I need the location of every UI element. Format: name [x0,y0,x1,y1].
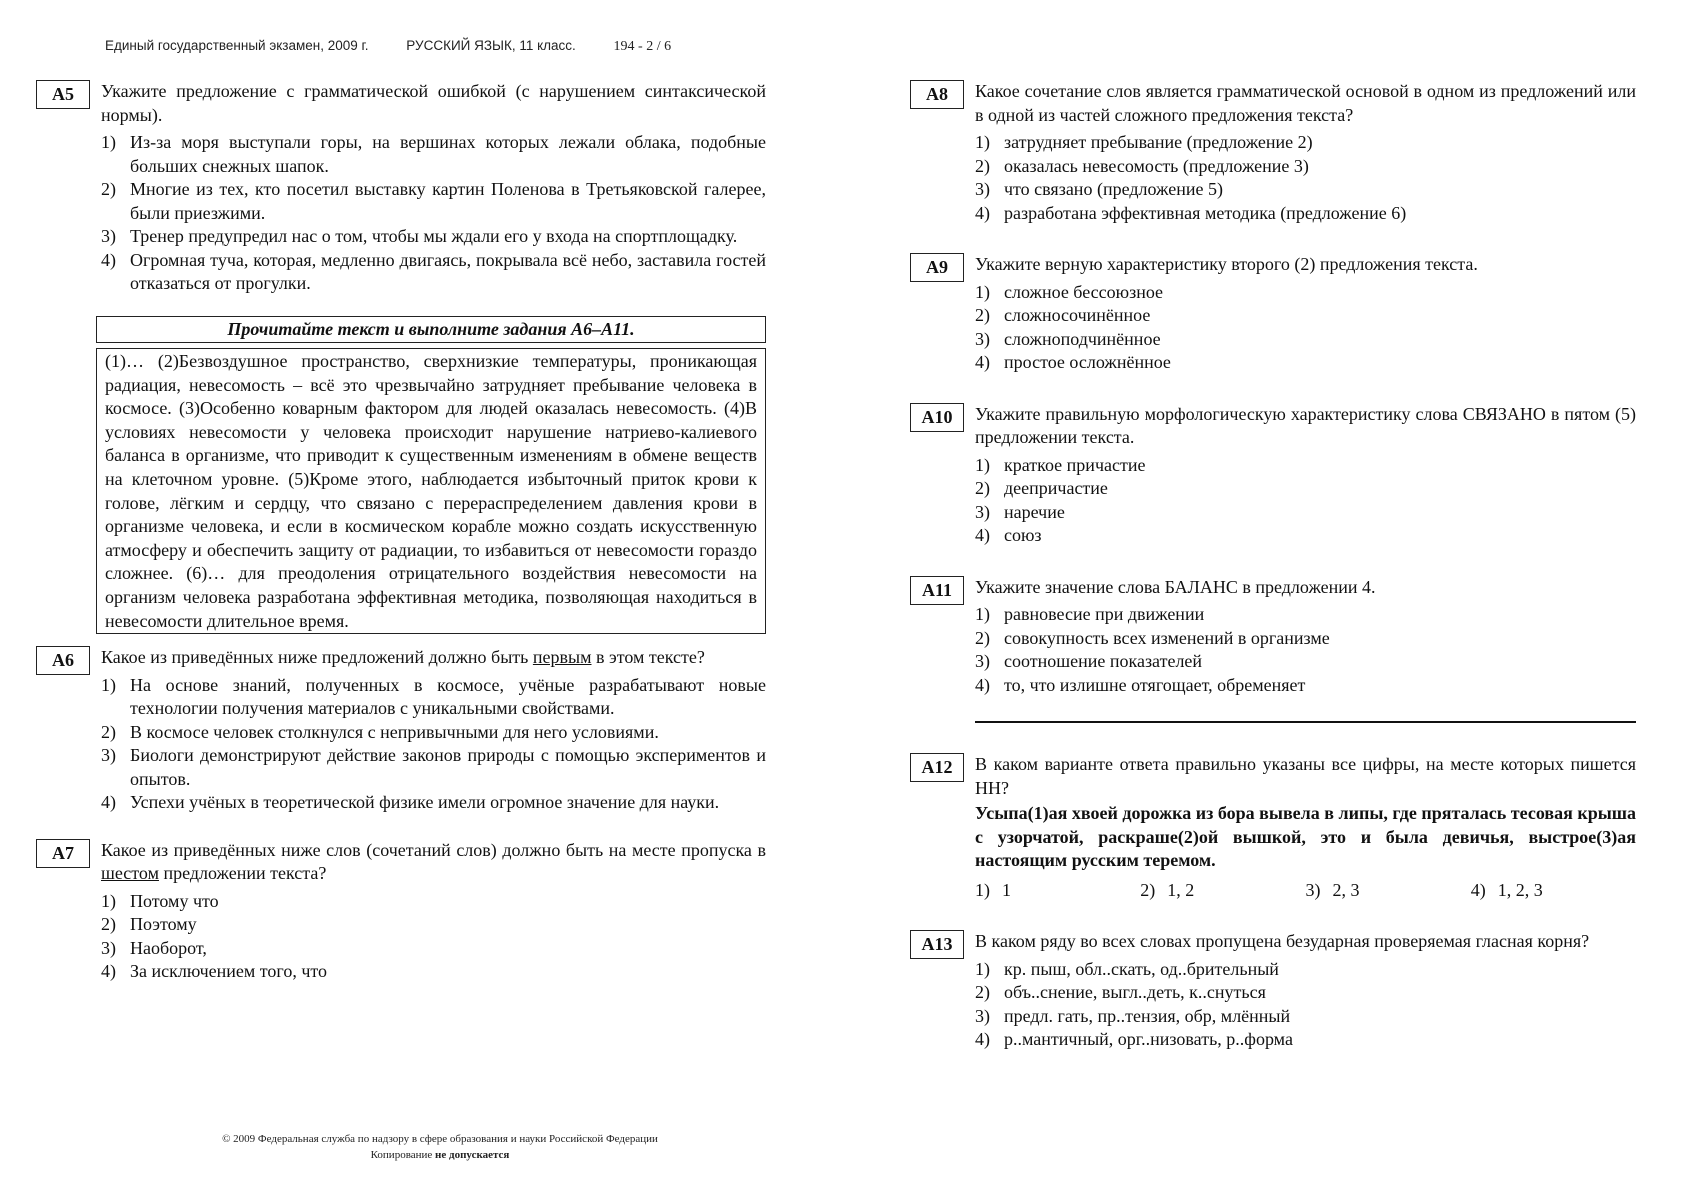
option-text: Успехи учёных в теоретической физике имели огромное значение для науки. [130,792,720,813]
option-item[interactable] [975,981,1636,1005]
task-label: А12 [910,753,964,782]
option-text: затрудняет пребывание (предложение 2) [1004,132,1313,152]
option-number: 4) [975,1029,990,1049]
task-a5 [36,80,766,296]
reading-text: (1)… (2)Безвоздушное пространство, сверхнизкие температуры, проникающая радиация, невесомость – всё это чрезвычайно затрудняет пребывание человека в космосе. (3)Особенно коварным фактором для людей оказалась невесомость. (4)В условиях невесомости у человека происходит нарушение натриево-калиевого баланса в организме, что приводит к существенным изменениям в обмене веществ на клеточном уровне. (5)Кроме этого, наблюдается избыточный приток крови к голове, лёгким и сердцу, что связано с перераспределением давления крови в организме человека, и если в космическом корабле можно создать искусственную атмосферу и обеспечить защиту от радиации, то избавиться от невесомости гораздо сложнее. (6)… для преодоления отрицательного воздействия невесомости на организм человека разработана эффективная методика, позволяющая находиться в невесомости длительное время. [96,348,766,634]
option-text: деепричастие [1004,478,1108,498]
option-item[interactable] [975,202,1636,226]
option-text: простое осложнённое [1004,352,1171,372]
option-text: Поэтому [130,914,197,935]
task-a6 [36,646,766,815]
option-text: 1, 2 [1167,879,1195,900]
option-text: 2, 3 [1332,879,1360,900]
option-number: 3) [101,937,116,958]
option-text: Потому что [130,890,219,911]
option-text: Многие из тех, кто посетил выставку картин Поленова в Третьяковской галерее, были приезжими. [130,179,766,223]
option-text: то, что излишне отягощает, обременяет [1004,674,1306,695]
option-number: 4) [975,352,990,372]
task-question: Укажите правильную морфологическую характеристику слова СВЯЗАНО в пятом (5) предложении текста. [975,403,1636,447]
options-list [975,454,1636,548]
option-number: 2) [975,627,990,648]
option-number: 1) [101,890,116,911]
option-number: 4) [975,674,990,695]
reading-instruction: Прочитайте текст и выполните задания А6–А11. [96,316,766,344]
option-number: 2) [975,305,990,325]
answer-option[interactable] [1306,879,1471,903]
option-text: В космосе человек столкнулся с непривычными для него условиями. [130,721,659,742]
task-a8 [910,80,1636,225]
option-text: р..мантичный, орг..низовать, р..форма [1004,1029,1293,1049]
task-a11 [910,576,1636,698]
option-number: 2) [975,155,990,176]
option-text: На основе знаний, полученных в космосе, учёные разрабатывают новые технологии получения материалов с уникальными свойствами. [130,674,766,719]
task-a9 [910,253,1636,375]
option-item[interactable] [101,721,766,745]
option-text: 1 [1002,879,1011,900]
option-number: 2) [975,478,990,498]
option-item[interactable] [975,1005,1636,1029]
option-text: За исключением того, что [130,961,328,982]
options-list [101,890,766,984]
option-number: 3) [1305,879,1321,900]
option-item[interactable] [975,603,1636,627]
option-item[interactable] [101,249,766,296]
task-label: А7 [36,839,90,868]
option-number: 4) [975,525,990,545]
option-item[interactable] [975,304,1636,328]
option-text: Из-за моря выступали горы, на вершинах которых лежали облака, подобные больших снежных шапок. [130,132,766,176]
option-item[interactable] [101,791,766,815]
option-item[interactable] [975,155,1636,179]
right-column [910,80,1636,1052]
task-question: В каком варианте ответа правильно указаны все цифры, на месте которых пишется НН? [975,754,1636,798]
answer-option[interactable] [1140,879,1305,903]
option-number: 1) [975,604,990,624]
option-item[interactable] [101,937,766,961]
task-label: А6 [36,646,90,675]
option-item[interactable] [975,477,1636,501]
option-text: объ..снение, выгл..деть, к..снуться [1004,982,1266,1002]
task-question: Какое сочетание слов является грамматической основой в одном из предложений или в одной из частей сложного предложения текста? [975,81,1636,125]
option-text: 1, 2, 3 [1497,879,1543,900]
option-text: Наоборот, [130,937,207,958]
page-code: 194 - 2 / 6 [613,39,672,54]
option-number: 4) [101,792,116,813]
option-item[interactable] [101,960,766,984]
option-text: оказалась невесомость (предложение 3) [1004,155,1309,176]
option-text: сложное бессоюзное [1004,281,1164,302]
task-a13 [910,930,1636,1052]
underlined-word: первым [532,647,592,668]
option-item[interactable] [975,958,1636,982]
option-number: 1) [101,674,116,695]
option-item[interactable] [101,913,766,937]
option-text: сложноподчинённое [1004,328,1161,349]
options-list [975,281,1636,375]
option-number: 4) [1470,879,1486,900]
option-number: 1) [101,132,116,152]
task-label: А9 [910,253,964,282]
options-list [975,603,1636,697]
option-item[interactable] [975,1028,1636,1052]
task-question: Какое из приведённых ниже предложений должно быть первым в этом тексте? [101,647,705,668]
option-text: союз [1004,525,1042,545]
option-item[interactable] [101,890,766,914]
option-text: Огромная туча, которая, медленно двигаясь, покрывала всё небо, заставила гостей отказаться от прогулки. [130,249,766,293]
option-item[interactable] [975,650,1636,674]
option-number: 1) [975,958,990,979]
option-text: соотношение показателей [1004,651,1203,671]
task-example-sentence: Усыпа(1)ая хвоей дорожка из бора вывела в липы, где пряталась тесовая крыша с узорчатой, раскраше(2)ой вышкой, это и была девичья, выстрое(3)ая настоящим русским теремом. [975,803,1636,870]
task-label: А10 [910,403,964,432]
option-item[interactable] [101,225,766,249]
option-text: разработана эффективная методика (предложение 6) [1004,202,1407,223]
option-number: 2) [975,982,990,1002]
options-list [101,674,766,815]
option-number: 2) [101,179,116,199]
task-a7 [36,839,766,984]
option-number: 1) [975,454,990,475]
exam-title: Единый государственный экзамен, 2009 г. [105,38,369,53]
option-number: 2) [101,914,116,935]
task-question: Какое из приведённых ниже слов (сочетаний слов) должно быть на месте пропуска в шестом предложении текста? [101,839,766,884]
option-item[interactable] [975,454,1636,478]
option-text: совокупность всех изменений в организме [1004,627,1330,648]
option-item[interactable] [101,131,766,178]
option-number: 1) [975,879,990,900]
option-number: 4) [101,961,116,982]
task-a12 [910,753,1636,902]
option-number: 3) [975,328,990,349]
option-item[interactable] [975,281,1636,305]
option-text: равновесие при движении [1004,604,1205,624]
option-text: что связано (предложение 5) [1004,179,1223,199]
option-text: кр. пыш, обл..скать, од..брительный [1004,958,1279,979]
option-number: 3) [975,179,990,199]
option-number: 3) [101,226,116,246]
option-text: наречие [1004,501,1065,522]
task-label: А8 [910,80,964,109]
option-item[interactable] [101,674,766,721]
option-item[interactable] [975,524,1636,548]
option-item[interactable] [975,328,1636,352]
task-question: Укажите верную характеристику второго (2) предложения текста. [975,254,1478,274]
answers-row [975,879,1636,903]
option-number: 2) [1140,879,1156,900]
section-divider [975,721,1636,723]
answer-option[interactable] [975,879,1140,903]
option-item[interactable] [975,131,1636,155]
task-question: В каком ряду во всех словах пропущена безударная проверяемая гласная корня? [975,931,1590,951]
option-text: сложносочинённое [1004,305,1151,325]
answer-option[interactable] [1471,879,1636,903]
option-number: 4) [975,202,990,223]
option-number: 4) [101,249,116,270]
page-footer [120,1131,760,1163]
task-label: А11 [910,576,964,605]
option-item[interactable] [975,351,1636,375]
option-number: 1) [975,132,990,152]
option-number: 3) [975,501,990,522]
options-list [975,958,1636,1052]
task-question: Укажите предложение с грамматической ошибкой (с нарушением синтаксической нормы). [101,81,766,125]
option-item[interactable] [101,178,766,225]
subject-title: РУССКИЙ ЯЗЫК, 11 класс. [406,38,576,53]
option-item[interactable] [975,501,1636,525]
option-item[interactable] [101,744,766,791]
option-text: предл. гать, пр..тензия, обр, млённый [1004,1005,1291,1026]
option-item[interactable] [975,178,1636,202]
copyright-line: © 2009 Федеральная служба по надзору в сфере образования и науки Российской Федерации [222,1133,658,1145]
task-a10 [910,403,1636,548]
options-list [101,131,766,296]
left-column [36,80,766,984]
option-number: 3) [975,651,990,671]
options-list [975,131,1636,225]
page-header [105,34,671,59]
option-number: 1) [975,281,990,302]
option-text: краткое причастие [1004,454,1146,475]
task-question: Укажите значение слова БАЛАНС в предложении 4. [975,576,1376,597]
option-number: 2) [101,721,116,742]
option-number: 3) [975,1005,990,1026]
option-item[interactable] [975,674,1636,698]
option-text: Тренер предупредил нас о том, чтобы мы ждали его у входа на спортплощадку. [130,226,738,246]
underlined-word: шестом [101,863,159,884]
option-number: 3) [101,745,116,766]
option-item[interactable] [975,627,1636,651]
copy-notice: Копирование не допускается [370,1149,510,1161]
task-label: А13 [910,930,964,959]
option-text: Биологи демонстрируют действие законов природы с помощью экспериментов и опытов. [130,745,766,789]
task-label: А5 [36,80,90,109]
